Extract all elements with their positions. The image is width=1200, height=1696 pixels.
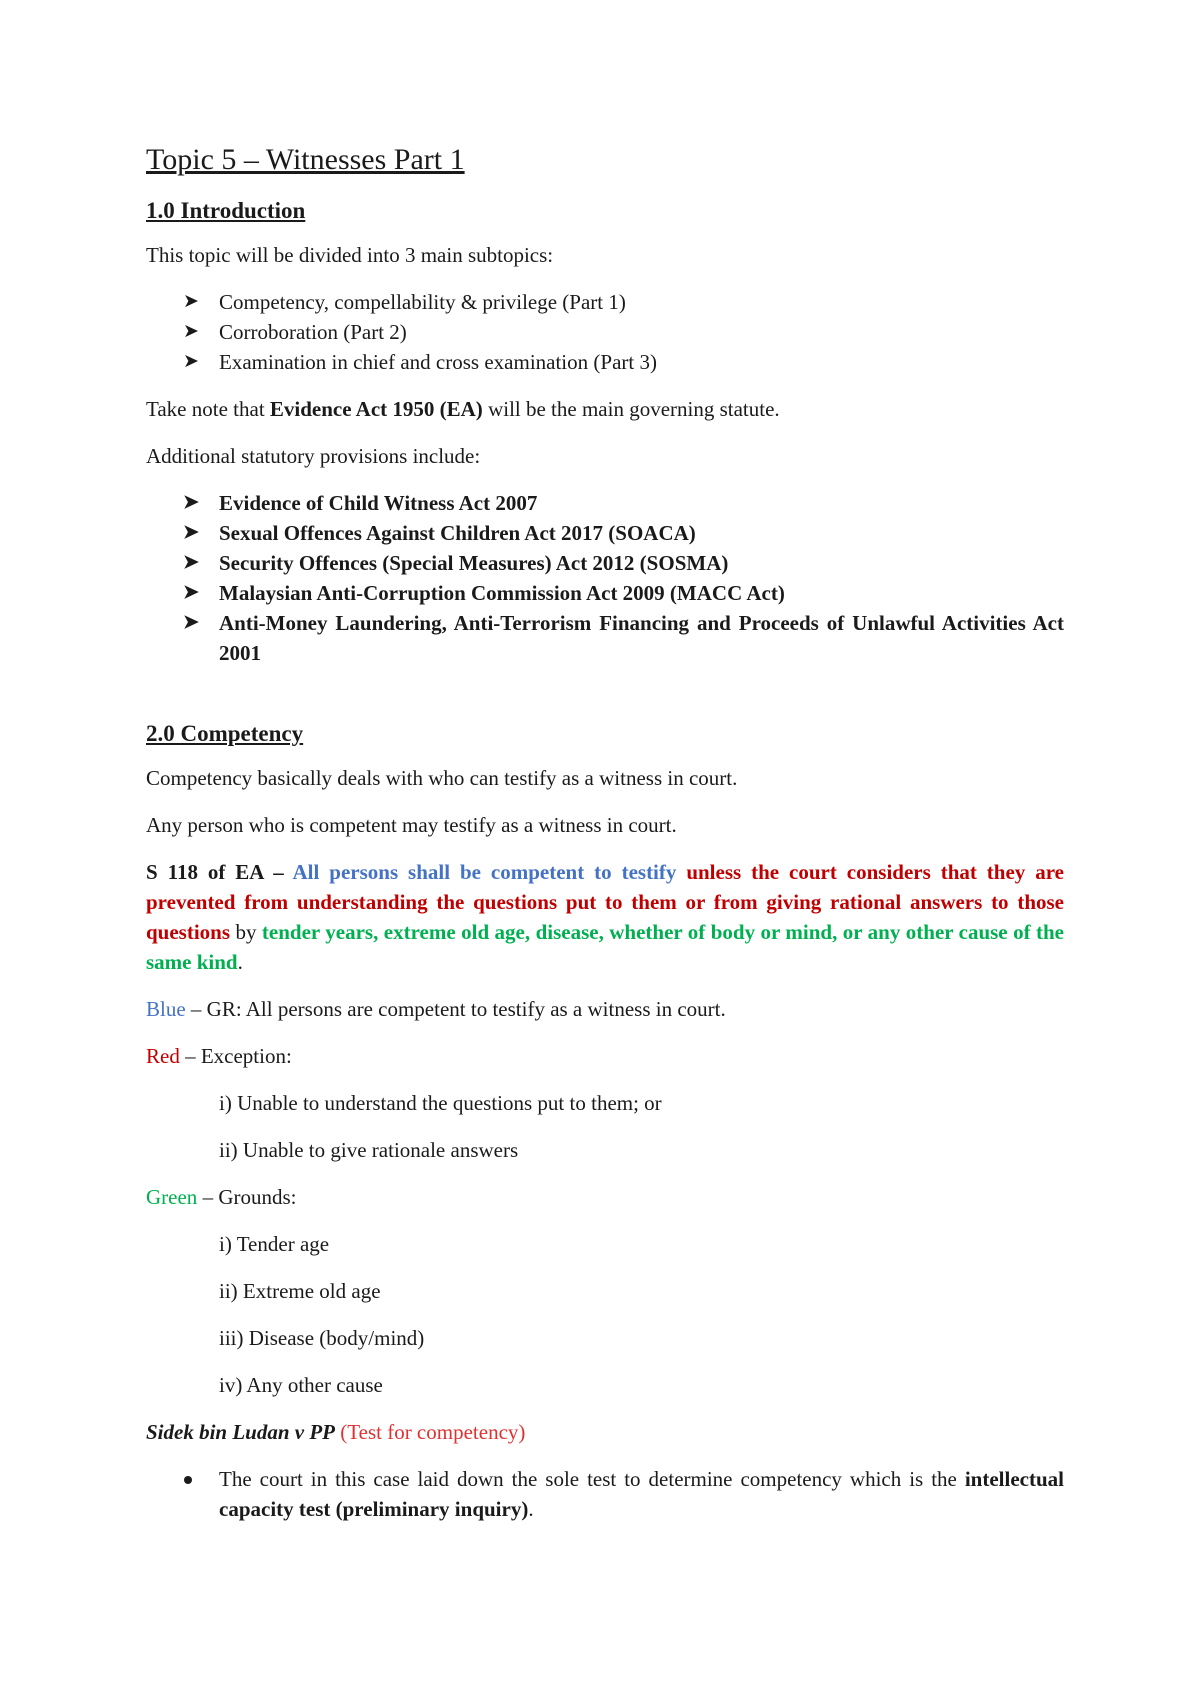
list-item: ➤ Anti-Money Laundering, Anti-Terrorism Financing and Proceeds of Unlawful Activities Act 2001 (146, 608, 1064, 668)
red-exception: Red – Exception: (146, 1044, 292, 1068)
section-heading-competency: 2.0 Competency (146, 721, 304, 746)
arrow-bullet-icon: ➤ (183, 321, 199, 342)
s118-provision: S 118 of EA – All persons shall be competent to testify unless the court considers that they are prevented from understanding the questions put to them or from giving rational answers to those questions by tender years, extreme old age, disease, whether of body or mind, or any other cause of the same kind. (146, 860, 1064, 974)
document-page (146, 140, 1064, 1524)
list-item: ➤ Evidence of Child Witness Act 2007 (146, 488, 1064, 518)
blue-general-rule: Blue – GR: All persons are competent to testify as a witness in court. (146, 997, 726, 1021)
ground-item: iv) Any other cause (219, 1373, 383, 1397)
statutes-list (146, 488, 1064, 668)
subtopics-list (146, 287, 1064, 377)
ground-item: iii) Disease (body/mind) (219, 1326, 425, 1350)
list-item: The court in this case laid down the sole test to determine competency which is the intellectual capacity test (preliminary inquiry). (146, 1464, 1064, 1524)
additional-provisions-lead: Additional statutory provisions include: (146, 444, 481, 468)
ground-item: ii) Extreme old age (219, 1279, 381, 1303)
page-title: Topic 5 – Witnesses Part 1 (146, 143, 465, 176)
exception-item: ii) Unable to give rationale answers (219, 1138, 519, 1162)
arrow-bullet-icon: ➤ (183, 522, 199, 543)
list-item: ➤ Competency, compellability & privilege (Part 1) (146, 287, 1064, 317)
intro-lead: This topic will be divided into 3 main subtopics: (146, 243, 554, 267)
arrow-bullet-icon: ➤ (183, 552, 199, 573)
case-heading: Sidek bin Ludan v PP (Test for competency) (146, 1420, 526, 1444)
arrow-bullet-icon: ➤ (183, 492, 199, 513)
list-item: ➤ Examination in chief and cross examination (Part 3) (146, 347, 1064, 377)
governing-statute-note: Take note that Evidence Act 1950 (EA) will be the main governing statute. (146, 397, 780, 421)
section-spacer (146, 685, 1064, 719)
exception-item: i) Unable to understand the questions put to them; or (219, 1091, 662, 1115)
competency-definition: Competency basically deals with who can testify as a witness in court. (146, 766, 738, 790)
list-item: ➤ Corroboration (Part 2) (146, 317, 1064, 347)
case-points-list (146, 1464, 1064, 1524)
list-item: ➤ Malaysian Anti-Corruption Commission Act 2009 (MACC Act) (146, 578, 1064, 608)
list-item: ➤ Sexual Offences Against Children Act 2017 (SOACA) (146, 518, 1064, 548)
list-item: ➤ Security Offences (Special Measures) Act 2012 (SOSMA) (146, 548, 1064, 578)
section-heading-introduction: 1.0 Introduction (146, 198, 306, 223)
ground-item: i) Tender age (219, 1232, 330, 1256)
green-grounds: Green – Grounds: (146, 1185, 297, 1209)
competency-rule: Any person who is competent may testify as a witness in court. (146, 813, 677, 837)
arrow-bullet-icon: ➤ (183, 291, 199, 312)
arrow-bullet-icon: ➤ (183, 351, 199, 372)
arrow-bullet-icon: ➤ (183, 582, 199, 603)
bullet-dot-icon (184, 1476, 192, 1484)
arrow-bullet-icon: ➤ (183, 612, 199, 633)
